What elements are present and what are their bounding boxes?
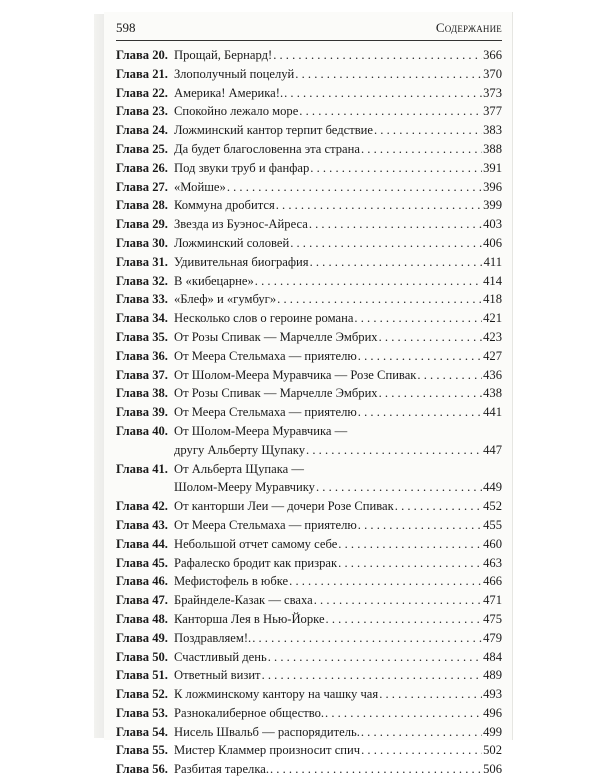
- toc-entry: [116, 384, 502, 403]
- toc-chapter-title: Ответный визит: [174, 668, 261, 683]
- toc-chapter-title: Да будет благословенна эта страна: [174, 141, 360, 156]
- toc-chapter-title: К ложминскому кантору на чашку чая: [174, 687, 379, 702]
- toc-chapter-title: От Меера Стельмаха — приятелю: [174, 348, 357, 363]
- toc-entry: [116, 723, 502, 742]
- toc-leader-dots: [299, 102, 482, 121]
- toc-chapter-title: «Мойше»: [174, 179, 226, 194]
- toc-chapter-label: Глава 53.: [116, 705, 168, 720]
- toc-leader-dots: [379, 685, 482, 704]
- toc-chapter-title: Брайнделе-Казак — сваха: [174, 593, 313, 608]
- toc-leader-dots: [268, 648, 482, 667]
- toc-page-number: 383: [483, 123, 502, 138]
- toc-page-number: 499: [483, 724, 502, 739]
- toc-page-number: 466: [483, 574, 502, 589]
- toc-leader-dots: [227, 178, 482, 197]
- toc-chapter-label: Глава 25.: [116, 141, 168, 156]
- toc-page-number: 475: [483, 611, 502, 626]
- toc-entry: [116, 648, 502, 667]
- toc-page-number: 447: [483, 442, 502, 457]
- toc-chapter-title: Удивительная биография: [174, 254, 309, 269]
- toc-leader-dots: [395, 497, 482, 516]
- toc-chapter-label: Глава 51.: [116, 668, 168, 683]
- toc-chapter-label: Глава 39.: [116, 405, 168, 420]
- toc-chapter-label: Глава 21.: [116, 66, 168, 81]
- toc-entry: [116, 159, 502, 178]
- toc-leader-dots: [252, 629, 482, 648]
- toc-leader-dots: [379, 328, 483, 347]
- toc-page-number: 471: [483, 593, 502, 608]
- toc-chapter-title: Америка! Америка!.: [174, 85, 284, 100]
- toc-entry: [116, 46, 502, 65]
- toc-page-number: 438: [483, 386, 502, 401]
- toc-chapter-title: От Шолом-Меера Муравчика — Розе Спивак: [174, 367, 417, 382]
- toc-chapter-label: Глава 56.: [116, 762, 168, 777]
- toc-page-number: 502: [483, 743, 502, 758]
- toc-page-number: 399: [483, 198, 502, 213]
- toc-chapter-title: Ложминский кантор терпит бедствие: [174, 123, 373, 138]
- toc-chapter-title: От Меера Стельмаха — приятелю: [174, 517, 357, 532]
- toc-leader-dots: [262, 666, 483, 685]
- toc-page-number: 441: [483, 405, 502, 420]
- toc-chapter-label: Глава 37.: [116, 367, 168, 382]
- toc-entry: [116, 65, 502, 84]
- toc-entry: [116, 554, 502, 573]
- toc-page-number: 493: [483, 687, 502, 702]
- toc-entry: [116, 666, 502, 685]
- toc-page-number: 391: [483, 160, 502, 175]
- toc-page-number: 411: [483, 254, 502, 269]
- toc-entry: [116, 178, 502, 197]
- toc-chapter-label: Глава 24.: [116, 123, 168, 138]
- toc-entry: [116, 572, 502, 591]
- toc-chapter-label: Глава 41.: [116, 461, 168, 476]
- toc-leader-dots: [295, 65, 482, 84]
- toc-entry: [116, 234, 502, 253]
- toc-entry: [116, 84, 502, 103]
- toc-chapter-title: От Розы Спивак — Марчелле Эмбрих: [174, 329, 378, 344]
- toc-chapter-label: Глава 30.: [116, 235, 168, 250]
- toc-chapter-label: Глава 40.: [116, 423, 168, 438]
- toc-chapter-label: Глава 23.: [116, 104, 168, 119]
- toc-entry: [116, 290, 502, 309]
- toc-chapter-label: Глава 46.: [116, 574, 168, 589]
- toc-leader-dots: [290, 234, 482, 253]
- toc-leader-dots: [358, 347, 482, 366]
- toc-entry: [116, 497, 502, 516]
- toc-leader-dots: [306, 441, 482, 460]
- toc-chapter-label: Глава 54.: [116, 724, 168, 739]
- header-rule: [116, 40, 502, 41]
- toc-page-number: 370: [483, 66, 502, 81]
- toc-entry: [116, 516, 502, 535]
- toc-chapter-title: Нисель Швальб — распорядитель.: [174, 724, 360, 739]
- toc-entry: [116, 478, 502, 497]
- page-title: Содержание: [435, 20, 502, 35]
- toc-chapter-title: Спокойно лежало море: [174, 104, 299, 119]
- toc-leader-dots: [325, 704, 482, 723]
- toc-entry: [116, 347, 502, 366]
- book-spine-shadow: [94, 14, 104, 738]
- toc-chapter-title: От Альберта Щупака —: [174, 461, 304, 476]
- running-header: [116, 20, 502, 40]
- toc-leader-dots: [309, 215, 482, 234]
- toc-entry: [116, 366, 502, 385]
- toc-chapter-label: Глава 29.: [116, 217, 168, 232]
- toc-page-number: 423: [483, 329, 502, 344]
- toc-leader-dots: [270, 760, 482, 779]
- toc-leader-dots: [316, 478, 482, 497]
- toc-page-number: 427: [483, 348, 502, 363]
- toc-entry: [116, 196, 502, 215]
- toc-entry: [116, 253, 502, 272]
- toc-entry: [116, 610, 502, 629]
- toc-chapter-title: Канторша Лея в Нью-Йорке: [174, 611, 325, 626]
- toc-chapter-title: Счастливый день: [174, 649, 267, 664]
- toc-leader-dots: [417, 366, 482, 385]
- toc-leader-dots: [284, 84, 482, 103]
- toc-entry: [116, 741, 502, 760]
- toc-chapter-title: От Меера Стельмаха — приятелю: [174, 405, 357, 420]
- toc-entry: [116, 704, 502, 723]
- toc-chapter-title: Мефистофель в юбке: [174, 574, 289, 589]
- toc-chapter-title: «Блеф» и «гумбуг»: [174, 292, 277, 307]
- toc-leader-dots: [314, 591, 482, 610]
- toc-chapter-title: Ложминский соловей: [174, 235, 290, 250]
- toc-page-number: 388: [483, 141, 502, 156]
- toc-chapter-label: Глава 28.: [116, 198, 168, 213]
- toc-leader-dots: [374, 121, 482, 140]
- toc-chapter-label: Глава 33.: [116, 292, 168, 307]
- toc-entry: [116, 441, 502, 460]
- toc-chapter-title: Разнокалиберное общество.: [174, 705, 325, 720]
- toc-chapter-title: В «кибецарне»: [174, 273, 254, 288]
- toc-chapter-title: Коммуна дробится: [174, 198, 275, 213]
- toc-page-number: 449: [483, 480, 502, 495]
- toc-page-number: 484: [483, 649, 502, 664]
- toc-leader-dots: [361, 723, 482, 742]
- toc-entry: [116, 215, 502, 234]
- toc-page-number: 366: [483, 48, 502, 62]
- toc-leader-dots: [379, 384, 483, 403]
- toc-chapter-label: Глава 42.: [116, 499, 168, 514]
- toc-page-number: 403: [483, 217, 502, 232]
- toc-page-number: 479: [483, 630, 502, 645]
- toc-page-number: 506: [483, 762, 502, 777]
- toc-page-number: 455: [483, 517, 502, 532]
- toc-entry: [116, 535, 502, 554]
- toc-chapter-title: Небольшой отчет самому себе: [174, 536, 338, 551]
- toc-chapter-title: От канторши Леи — дочери Розе Спивак: [174, 499, 394, 514]
- toc-page-number: 489: [483, 668, 502, 683]
- toc-leader-dots: [358, 403, 482, 422]
- toc-chapter-title: От Шолом-Меера Муравчика —: [174, 423, 348, 438]
- toc-entry: [116, 272, 502, 291]
- toc-leader-dots: [326, 610, 483, 629]
- toc-page-number: 436: [483, 367, 502, 382]
- toc-entry: [116, 422, 502, 441]
- toc-chapter-label: Глава 44.: [116, 536, 168, 551]
- toc-chapter-label: Глава 45.: [116, 555, 168, 570]
- toc-chapter-label: Глава 36.: [116, 348, 168, 363]
- toc-page-number: 421: [483, 311, 502, 326]
- toc-chapter-label: Глава 27.: [116, 179, 168, 194]
- toc-entry: [116, 629, 502, 648]
- toc-leader-dots: [358, 516, 482, 535]
- toc-chapter-label: Глава 50.: [116, 649, 168, 664]
- toc-leader-dots: [310, 253, 483, 272]
- toc-entry: [116, 102, 502, 121]
- toc-page-number: 414: [483, 273, 502, 288]
- toc-page-number: 460: [483, 536, 502, 551]
- toc-chapter-label: Глава 52.: [116, 687, 168, 702]
- toc-chapter-label: Глава 48.: [116, 611, 168, 626]
- toc-entry: [116, 760, 502, 779]
- toc-chapter-label: Глава 47.: [116, 593, 168, 608]
- toc-page-number: 463: [483, 555, 502, 570]
- toc-chapter-label: Глава 20.: [116, 48, 168, 62]
- toc-page-number: 406: [483, 235, 502, 250]
- toc-chapter-title: Звезда из Буэнос-Айреса: [174, 217, 308, 232]
- toc-chapter-label: Глава 38.: [116, 386, 168, 401]
- toc-entry: [116, 140, 502, 159]
- toc-chapter-label: Глава 55.: [116, 743, 168, 758]
- page-number: 598: [116, 20, 136, 35]
- toc-chapter-title: Шолом-Мееру Муравчику: [174, 480, 315, 495]
- toc-leader-dots: [361, 741, 482, 760]
- toc-leader-dots: [273, 46, 482, 65]
- toc-leader-dots: [361, 140, 482, 159]
- toc-chapter-title: Злополучный поцелуй: [174, 66, 295, 81]
- toc-entry: [116, 121, 502, 140]
- toc-entry: [116, 460, 502, 479]
- toc-chapter-title: Несколько слов о героине романа: [174, 311, 354, 326]
- toc-chapter-title: Прощай, Бернард!: [174, 48, 273, 62]
- toc-page-number: 418: [483, 292, 502, 307]
- toc-chapter-label: Глава 35.: [116, 329, 168, 344]
- toc-entry: [116, 309, 502, 328]
- toc-chapter-title: Рафалеско бродит как призрак: [174, 555, 338, 570]
- toc-page-number: 452: [483, 499, 502, 514]
- toc-chapter-title: Поздравляем!.: [174, 630, 252, 645]
- toc-page-number: 396: [483, 179, 502, 194]
- toc-chapter-title: Под звуки труб и фанфар: [174, 160, 310, 175]
- table-of-contents: [116, 46, 502, 779]
- toc-entry: [116, 403, 502, 422]
- toc-leader-dots: [289, 572, 482, 591]
- toc-chapter-label: Глава 49.: [116, 630, 168, 645]
- toc-chapter-label: Глава 34.: [116, 311, 168, 326]
- toc-entry: [116, 328, 502, 347]
- toc-leader-dots: [276, 196, 482, 215]
- toc-leader-dots: [354, 309, 482, 328]
- toc-leader-dots: [255, 272, 482, 291]
- toc-chapter-label: Глава 43.: [116, 517, 168, 532]
- toc-chapter-title: другу Альберту Щупаку: [174, 442, 306, 457]
- toc-chapter-title: От Розы Спивак — Марчелле Эмбрих: [174, 386, 378, 401]
- toc-chapter-label: Глава 31.: [116, 254, 168, 269]
- toc-page-number: 496: [483, 705, 502, 720]
- toc-leader-dots: [277, 290, 482, 309]
- toc-page-number: 373: [483, 85, 502, 100]
- toc-leader-dots: [338, 535, 482, 554]
- toc-chapter-label: Глава 26.: [116, 160, 168, 175]
- toc-chapter-label: Глава 22.: [116, 85, 168, 100]
- toc-leader-dots: [338, 554, 482, 573]
- toc-chapter-title: Мистер Кламмер произносит спич: [174, 743, 361, 758]
- toc-entry: [116, 685, 502, 704]
- toc-chapter-label: Глава 32.: [116, 273, 168, 288]
- toc-chapter-title: Разбитая тарелка.: [174, 762, 269, 777]
- toc-page-number: 377: [483, 104, 502, 119]
- toc-entry: [116, 591, 502, 610]
- toc-leader-dots: [310, 159, 482, 178]
